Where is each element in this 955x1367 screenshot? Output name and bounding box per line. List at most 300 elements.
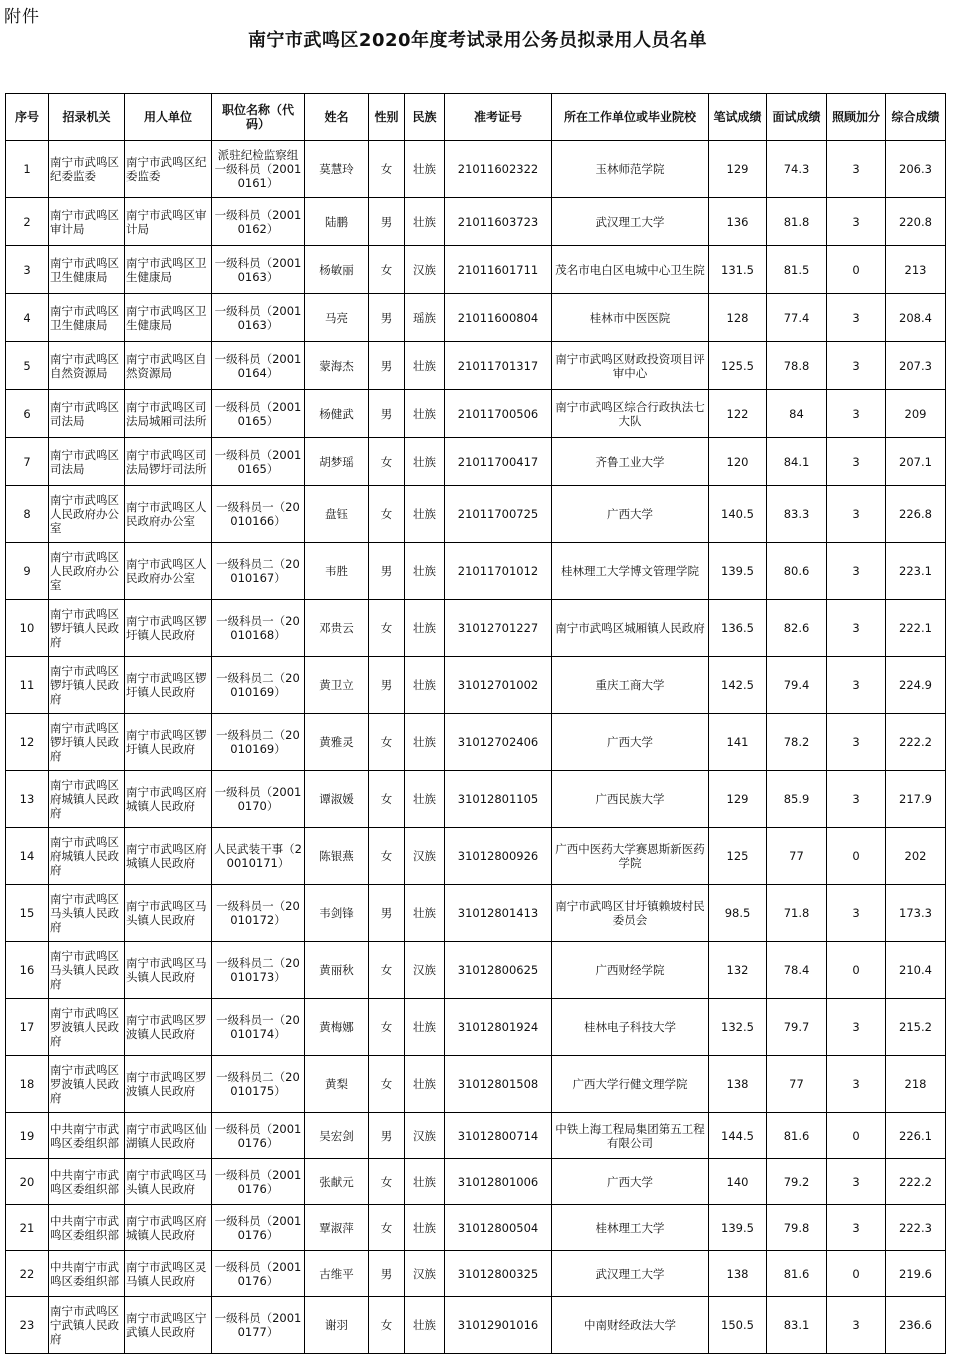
cell-exam-id: 21011700417	[445, 438, 552, 486]
cell-index: 7	[6, 438, 49, 486]
cell-interview-score: 71.8	[767, 885, 827, 942]
table-row	[6, 771, 946, 828]
cell-ethnicity: 壮族	[405, 885, 445, 942]
cell-total-score: 202	[886, 828, 946, 885]
cell-recruiting-agency: 南宁市武鸣区锣圩镇人民政府	[49, 600, 125, 657]
cell-exam-id: 31012800325	[445, 1251, 552, 1297]
table-row	[6, 1159, 946, 1205]
cell-interview-score: 77.4	[767, 294, 827, 342]
cell-index: 4	[6, 294, 49, 342]
cell-total-score: 218	[886, 1056, 946, 1113]
table-row	[6, 714, 946, 771]
cell-bonus: 3	[827, 885, 886, 942]
cell-total-score: 222.2	[886, 1159, 946, 1205]
cell-interview-score: 85.9	[767, 771, 827, 828]
cell-total-score: 220.8	[886, 198, 946, 246]
cell-workplace-school: 桂林理工大学	[552, 1205, 709, 1251]
cell-index: 5	[6, 342, 49, 390]
cell-position: 一级科员二（20010173）	[212, 942, 305, 999]
cell-gender: 女	[369, 1056, 405, 1113]
cell-total-score: 213	[886, 246, 946, 294]
cell-employing-unit: 南宁市武鸣区府城镇人民政府	[125, 771, 212, 828]
cell-written-score: 132.5	[709, 999, 767, 1056]
cell-name: 黄卫立	[305, 657, 369, 714]
cell-ethnicity: 壮族	[405, 198, 445, 246]
cell-workplace-school: 南宁市武鸣区城厢镇人民政府	[552, 600, 709, 657]
cell-exam-id: 21011701317	[445, 342, 552, 390]
cell-index: 18	[6, 1056, 49, 1113]
cell-position: 一级科员（20010163）	[212, 246, 305, 294]
cell-gender: 女	[369, 1159, 405, 1205]
cell-gender: 女	[369, 714, 405, 771]
cell-recruiting-agency: 南宁市武鸣区马头镇人民政府	[49, 942, 125, 999]
table-row	[6, 828, 946, 885]
cell-employing-unit: 南宁市武鸣区自然资源局	[125, 342, 212, 390]
cell-name: 吴宏剑	[305, 1113, 369, 1159]
cell-name: 黄丽秋	[305, 942, 369, 999]
cell-index: 17	[6, 999, 49, 1056]
cell-bonus: 3	[827, 342, 886, 390]
cell-workplace-school: 玉林师范学院	[552, 141, 709, 198]
table-row	[6, 342, 946, 390]
cell-written-score: 144.5	[709, 1113, 767, 1159]
table-row	[6, 885, 946, 942]
cell-total-score: 236.6	[886, 1297, 946, 1354]
table-row	[6, 141, 946, 198]
cell-employing-unit: 南宁市武鸣区卫生健康局	[125, 246, 212, 294]
cell-total-score: 217.9	[886, 771, 946, 828]
cell-written-score: 142.5	[709, 657, 767, 714]
cell-interview-score: 84	[767, 390, 827, 438]
cell-ethnicity: 壮族	[405, 1205, 445, 1251]
cell-employing-unit: 南宁市武鸣区仙湖镇人民政府	[125, 1113, 212, 1159]
cell-position: 一级科员（20010164）	[212, 342, 305, 390]
cell-index: 2	[6, 198, 49, 246]
cell-employing-unit: 南宁市武鸣区罗波镇人民政府	[125, 1056, 212, 1113]
cell-interview-score: 79.8	[767, 1205, 827, 1251]
cell-recruiting-agency: 南宁市武鸣区锣圩镇人民政府	[49, 714, 125, 771]
cell-employing-unit: 南宁市武鸣区灵马镇人民政府	[125, 1251, 212, 1297]
cell-index: 13	[6, 771, 49, 828]
cell-recruiting-agency: 南宁市武鸣区司法局	[49, 390, 125, 438]
cell-gender: 女	[369, 1205, 405, 1251]
table-row	[6, 657, 946, 714]
cell-exam-id: 31012801413	[445, 885, 552, 942]
cell-written-score: 129	[709, 141, 767, 198]
cell-name: 邓贵云	[305, 600, 369, 657]
cell-total-score: 207.1	[886, 438, 946, 486]
cell-gender: 女	[369, 438, 405, 486]
cell-workplace-school: 桂林理工大学博文管理学院	[552, 543, 709, 600]
cell-name: 覃淑萍	[305, 1205, 369, 1251]
cell-employing-unit: 南宁市武鸣区卫生健康局	[125, 294, 212, 342]
cell-bonus: 3	[827, 543, 886, 600]
cell-index: 6	[6, 390, 49, 438]
table-row	[6, 1205, 946, 1251]
cell-index: 3	[6, 246, 49, 294]
cell-employing-unit: 南宁市武鸣区宁武镇人民政府	[125, 1297, 212, 1354]
cell-gender: 女	[369, 942, 405, 999]
cell-workplace-school: 桂林电子科技大学	[552, 999, 709, 1056]
cell-interview-score: 78.8	[767, 342, 827, 390]
table-header-row	[6, 94, 946, 141]
cell-name: 盘钰	[305, 486, 369, 543]
cell-name: 陈银燕	[305, 828, 369, 885]
cell-name: 莫慧玲	[305, 141, 369, 198]
cell-index: 12	[6, 714, 49, 771]
cell-employing-unit: 南宁市武鸣区纪委监委	[125, 141, 212, 198]
header-employing-unit: 用人单位	[125, 94, 212, 141]
cell-recruiting-agency: 南宁市武鸣区纪委监委	[49, 141, 125, 198]
cell-recruiting-agency: 中共南宁市武鸣区委组织部	[49, 1251, 125, 1297]
cell-recruiting-agency: 南宁市武鸣区宁武镇人民政府	[49, 1297, 125, 1354]
table-row	[6, 246, 946, 294]
cell-interview-score: 79.7	[767, 999, 827, 1056]
cell-total-score: 222.1	[886, 600, 946, 657]
cell-ethnicity: 汉族	[405, 1251, 445, 1297]
cell-ethnicity: 壮族	[405, 342, 445, 390]
cell-gender: 女	[369, 1297, 405, 1354]
cell-recruiting-agency: 南宁市武鸣区自然资源局	[49, 342, 125, 390]
table-row	[6, 1251, 946, 1297]
cell-gender: 女	[369, 999, 405, 1056]
table-row	[6, 390, 946, 438]
cell-total-score: 215.2	[886, 999, 946, 1056]
table-row	[6, 486, 946, 543]
cell-position: 人民武装干事（20010171）	[212, 828, 305, 885]
cell-gender: 男	[369, 1251, 405, 1297]
cell-index: 15	[6, 885, 49, 942]
table-row	[6, 294, 946, 342]
candidate-table	[5, 93, 946, 1354]
cell-name: 黄雅灵	[305, 714, 369, 771]
cell-interview-score: 83.3	[767, 486, 827, 543]
cell-exam-id: 31012800625	[445, 942, 552, 999]
cell-position: 一级科员一（20010168）	[212, 600, 305, 657]
cell-position: 一级科员二（20010167）	[212, 543, 305, 600]
cell-ethnicity: 汉族	[405, 1113, 445, 1159]
cell-employing-unit: 南宁市武鸣区府城镇人民政府	[125, 828, 212, 885]
cell-index: 1	[6, 141, 49, 198]
cell-index: 9	[6, 543, 49, 600]
cell-workplace-school: 武汉理工大学	[552, 198, 709, 246]
cell-gender: 男	[369, 294, 405, 342]
cell-ethnicity: 壮族	[405, 141, 445, 198]
cell-interview-score: 74.3	[767, 141, 827, 198]
cell-name: 谭淑媛	[305, 771, 369, 828]
cell-interview-score: 79.4	[767, 657, 827, 714]
cell-exam-id: 31012800714	[445, 1113, 552, 1159]
cell-name: 杨敏丽	[305, 246, 369, 294]
cell-recruiting-agency: 南宁市武鸣区卫生健康局	[49, 246, 125, 294]
cell-interview-score: 80.6	[767, 543, 827, 600]
cell-exam-id: 31012800926	[445, 828, 552, 885]
cell-total-score: 207.3	[886, 342, 946, 390]
cell-position: 一级科员（20010163）	[212, 294, 305, 342]
cell-gender: 男	[369, 543, 405, 600]
cell-exam-id: 31012701002	[445, 657, 552, 714]
cell-workplace-school: 齐鲁工业大学	[552, 438, 709, 486]
cell-employing-unit: 南宁市武鸣区人民政府办公室	[125, 543, 212, 600]
cell-index: 11	[6, 657, 49, 714]
cell-interview-score: 81.8	[767, 198, 827, 246]
cell-interview-score: 77	[767, 828, 827, 885]
cell-index: 8	[6, 486, 49, 543]
cell-interview-score: 81.5	[767, 246, 827, 294]
cell-recruiting-agency: 南宁市武鸣区审计局	[49, 198, 125, 246]
cell-written-score: 136	[709, 198, 767, 246]
cell-employing-unit: 南宁市武鸣区人民政府办公室	[125, 486, 212, 543]
cell-name: 谢羽	[305, 1297, 369, 1354]
cell-ethnicity: 壮族	[405, 657, 445, 714]
cell-total-score: 223.1	[886, 543, 946, 600]
cell-written-score: 125.5	[709, 342, 767, 390]
cell-bonus: 3	[827, 294, 886, 342]
cell-name: 古维平	[305, 1251, 369, 1297]
cell-exam-id: 21011700725	[445, 486, 552, 543]
cell-ethnicity: 壮族	[405, 486, 445, 543]
cell-total-score: 226.8	[886, 486, 946, 543]
cell-written-score: 150.5	[709, 1297, 767, 1354]
cell-total-score: 209	[886, 390, 946, 438]
cell-workplace-school: 广西中医药大学赛恩斯新医药学院	[552, 828, 709, 885]
cell-position: 一级科员（20010176）	[212, 1251, 305, 1297]
cell-bonus: 3	[827, 1297, 886, 1354]
cell-name: 黄梅娜	[305, 999, 369, 1056]
cell-employing-unit: 南宁市武鸣区司法局锣圩司法所	[125, 438, 212, 486]
cell-bonus: 3	[827, 438, 886, 486]
cell-position: 一级科员（20010165）	[212, 438, 305, 486]
table-row	[6, 1056, 946, 1113]
cell-position: 一级科员一（20010174）	[212, 999, 305, 1056]
cell-interview-score: 81.6	[767, 1251, 827, 1297]
table-row	[6, 543, 946, 600]
cell-position: 一级科员二（20010169）	[212, 657, 305, 714]
cell-position: 一级科员（20010177）	[212, 1297, 305, 1354]
cell-recruiting-agency: 南宁市武鸣区府城镇人民政府	[49, 771, 125, 828]
cell-written-score: 131.5	[709, 246, 767, 294]
cell-gender: 男	[369, 198, 405, 246]
cell-recruiting-agency: 南宁市武鸣区马头镇人民政府	[49, 885, 125, 942]
header-written-score: 笔试成绩	[709, 94, 767, 141]
cell-bonus: 3	[827, 198, 886, 246]
table-row	[6, 1297, 946, 1354]
cell-workplace-school: 广西大学	[552, 1159, 709, 1205]
cell-employing-unit: 南宁市武鸣区锣圩镇人民政府	[125, 600, 212, 657]
cell-bonus: 0	[827, 1251, 886, 1297]
cell-workplace-school: 重庆工商大学	[552, 657, 709, 714]
cell-exam-id: 21011601711	[445, 246, 552, 294]
header-total-score: 综合成绩	[886, 94, 946, 141]
cell-gender: 女	[369, 771, 405, 828]
cell-total-score: 226.1	[886, 1113, 946, 1159]
cell-bonus: 3	[827, 657, 886, 714]
cell-recruiting-agency: 中共南宁市武鸣区委组织部	[49, 1159, 125, 1205]
header-name: 姓名	[305, 94, 369, 141]
cell-position: 一级科员二（20010169）	[212, 714, 305, 771]
cell-workplace-school: 广西大学	[552, 486, 709, 543]
cell-recruiting-agency: 南宁市武鸣区罗波镇人民政府	[49, 1056, 125, 1113]
table-row	[6, 1113, 946, 1159]
cell-bonus: 3	[827, 390, 886, 438]
cell-written-score: 128	[709, 294, 767, 342]
cell-written-score: 132	[709, 942, 767, 999]
cell-exam-id: 31012801508	[445, 1056, 552, 1113]
cell-exam-id: 21011701012	[445, 543, 552, 600]
cell-gender: 女	[369, 141, 405, 198]
cell-position: 一级科员（20010176）	[212, 1205, 305, 1251]
cell-name: 胡梦瑶	[305, 438, 369, 486]
cell-position: 一级科员（20010162）	[212, 198, 305, 246]
table-body	[6, 141, 946, 1354]
cell-total-score: 206.3	[886, 141, 946, 198]
cell-total-score: 210.4	[886, 942, 946, 999]
cell-interview-score: 82.6	[767, 600, 827, 657]
cell-employing-unit: 南宁市武鸣区马头镇人民政府	[125, 885, 212, 942]
cell-exam-id: 31012702406	[445, 714, 552, 771]
cell-exam-id: 31012801924	[445, 999, 552, 1056]
cell-position: 一级科员（20010165）	[212, 390, 305, 438]
cell-exam-id: 31012801006	[445, 1159, 552, 1205]
cell-interview-score: 81.6	[767, 1113, 827, 1159]
cell-written-score: 120	[709, 438, 767, 486]
cell-name: 韦胜	[305, 543, 369, 600]
cell-gender: 女	[369, 246, 405, 294]
cell-ethnicity: 壮族	[405, 1159, 445, 1205]
cell-interview-score: 83.1	[767, 1297, 827, 1354]
cell-workplace-school: 广西大学	[552, 714, 709, 771]
cell-ethnicity: 汉族	[405, 246, 445, 294]
cell-workplace-school: 南宁市武鸣区综合行政执法七大队	[552, 390, 709, 438]
cell-bonus: 3	[827, 141, 886, 198]
cell-gender: 男	[369, 390, 405, 438]
cell-recruiting-agency: 南宁市武鸣区人民政府办公室	[49, 486, 125, 543]
cell-written-score: 139.5	[709, 1205, 767, 1251]
cell-bonus: 3	[827, 714, 886, 771]
cell-ethnicity: 壮族	[405, 771, 445, 828]
cell-bonus: 3	[827, 1056, 886, 1113]
cell-ethnicity: 汉族	[405, 942, 445, 999]
table-row	[6, 600, 946, 657]
cell-ethnicity: 壮族	[405, 543, 445, 600]
cell-bonus: 0	[827, 246, 886, 294]
cell-exam-id: 21011600804	[445, 294, 552, 342]
cell-index: 16	[6, 942, 49, 999]
cell-ethnicity: 壮族	[405, 438, 445, 486]
cell-written-score: 98.5	[709, 885, 767, 942]
cell-ethnicity: 壮族	[405, 714, 445, 771]
cell-written-score: 140.5	[709, 486, 767, 543]
cell-interview-score: 84.1	[767, 438, 827, 486]
header-exam-id: 准考证号	[445, 94, 552, 141]
cell-recruiting-agency: 中共南宁市武鸣区委组织部	[49, 1205, 125, 1251]
cell-workplace-school: 广西大学行健文理学院	[552, 1056, 709, 1113]
table-row	[6, 999, 946, 1056]
cell-recruiting-agency: 南宁市武鸣区卫生健康局	[49, 294, 125, 342]
cell-index: 19	[6, 1113, 49, 1159]
cell-position: 一级科员（20010176）	[212, 1159, 305, 1205]
cell-written-score: 129	[709, 771, 767, 828]
header-recruiting-agency: 招录机关	[49, 94, 125, 141]
header-position: 职位名称（代码）	[212, 94, 305, 141]
cell-bonus: 3	[827, 999, 886, 1056]
cell-ethnicity: 壮族	[405, 1056, 445, 1113]
cell-employing-unit: 南宁市武鸣区司法局城厢司法所	[125, 390, 212, 438]
cell-written-score: 122	[709, 390, 767, 438]
cell-gender: 女	[369, 600, 405, 657]
cell-bonus: 3	[827, 600, 886, 657]
cell-total-score: 219.6	[886, 1251, 946, 1297]
cell-index: 20	[6, 1159, 49, 1205]
cell-written-score: 125	[709, 828, 767, 885]
cell-gender: 男	[369, 885, 405, 942]
cell-written-score: 136.5	[709, 600, 767, 657]
cell-workplace-school: 桂林市中医医院	[552, 294, 709, 342]
cell-bonus: 0	[827, 1113, 886, 1159]
cell-recruiting-agency: 南宁市武鸣区罗波镇人民政府	[49, 999, 125, 1056]
cell-name: 陆鹏	[305, 198, 369, 246]
attachment-label: 附件	[4, 7, 40, 27]
cell-bonus: 0	[827, 828, 886, 885]
cell-ethnicity: 壮族	[405, 1297, 445, 1354]
cell-name: 马亮	[305, 294, 369, 342]
cell-interview-score: 78.2	[767, 714, 827, 771]
header-ethnicity: 民族	[405, 94, 445, 141]
cell-workplace-school: 广西财经学院	[552, 942, 709, 999]
cell-index: 23	[6, 1297, 49, 1354]
cell-recruiting-agency: 南宁市武鸣区司法局	[49, 438, 125, 486]
cell-total-score: 222.2	[886, 714, 946, 771]
cell-exam-id: 21011602322	[445, 141, 552, 198]
cell-written-score: 140	[709, 1159, 767, 1205]
cell-interview-score: 79.2	[767, 1159, 827, 1205]
header-index: 序号	[6, 94, 49, 141]
cell-recruiting-agency: 南宁市武鸣区人民政府办公室	[49, 543, 125, 600]
cell-gender: 男	[369, 657, 405, 714]
cell-bonus: 3	[827, 1205, 886, 1251]
cell-name: 张献元	[305, 1159, 369, 1205]
cell-workplace-school: 茂名市电白区电城中心卫生院	[552, 246, 709, 294]
cell-bonus: 0	[827, 942, 886, 999]
cell-bonus: 3	[827, 486, 886, 543]
cell-total-score: 173.3	[886, 885, 946, 942]
cell-employing-unit: 南宁市武鸣区府城镇人民政府	[125, 1205, 212, 1251]
cell-exam-id: 31012801105	[445, 771, 552, 828]
cell-employing-unit: 南宁市武鸣区罗波镇人民政府	[125, 999, 212, 1056]
cell-exam-id: 31012701227	[445, 600, 552, 657]
header-interview-score: 面试成绩	[767, 94, 827, 141]
cell-written-score: 139.5	[709, 543, 767, 600]
cell-exam-id: 31012800504	[445, 1205, 552, 1251]
cell-name: 蒙海杰	[305, 342, 369, 390]
cell-gender: 女	[369, 828, 405, 885]
cell-total-score: 224.9	[886, 657, 946, 714]
cell-written-score: 138	[709, 1251, 767, 1297]
cell-index: 21	[6, 1205, 49, 1251]
cell-employing-unit: 南宁市武鸣区锣圩镇人民政府	[125, 714, 212, 771]
document-title: 南宁市武鸣区2020年度考试录用公务员拟录用人员名单	[247, 30, 708, 51]
cell-ethnicity: 壮族	[405, 390, 445, 438]
cell-interview-score: 77	[767, 1056, 827, 1113]
header-workplace-school: 所在工作单位或毕业院校	[552, 94, 709, 141]
cell-ethnicity: 汉族	[405, 828, 445, 885]
table-row	[6, 198, 946, 246]
cell-bonus: 3	[827, 1159, 886, 1205]
table-row	[6, 438, 946, 486]
cell-workplace-school: 武汉理工大学	[552, 1251, 709, 1297]
cell-recruiting-agency: 南宁市武鸣区府城镇人民政府	[49, 828, 125, 885]
cell-workplace-school: 广西民族大学	[552, 771, 709, 828]
